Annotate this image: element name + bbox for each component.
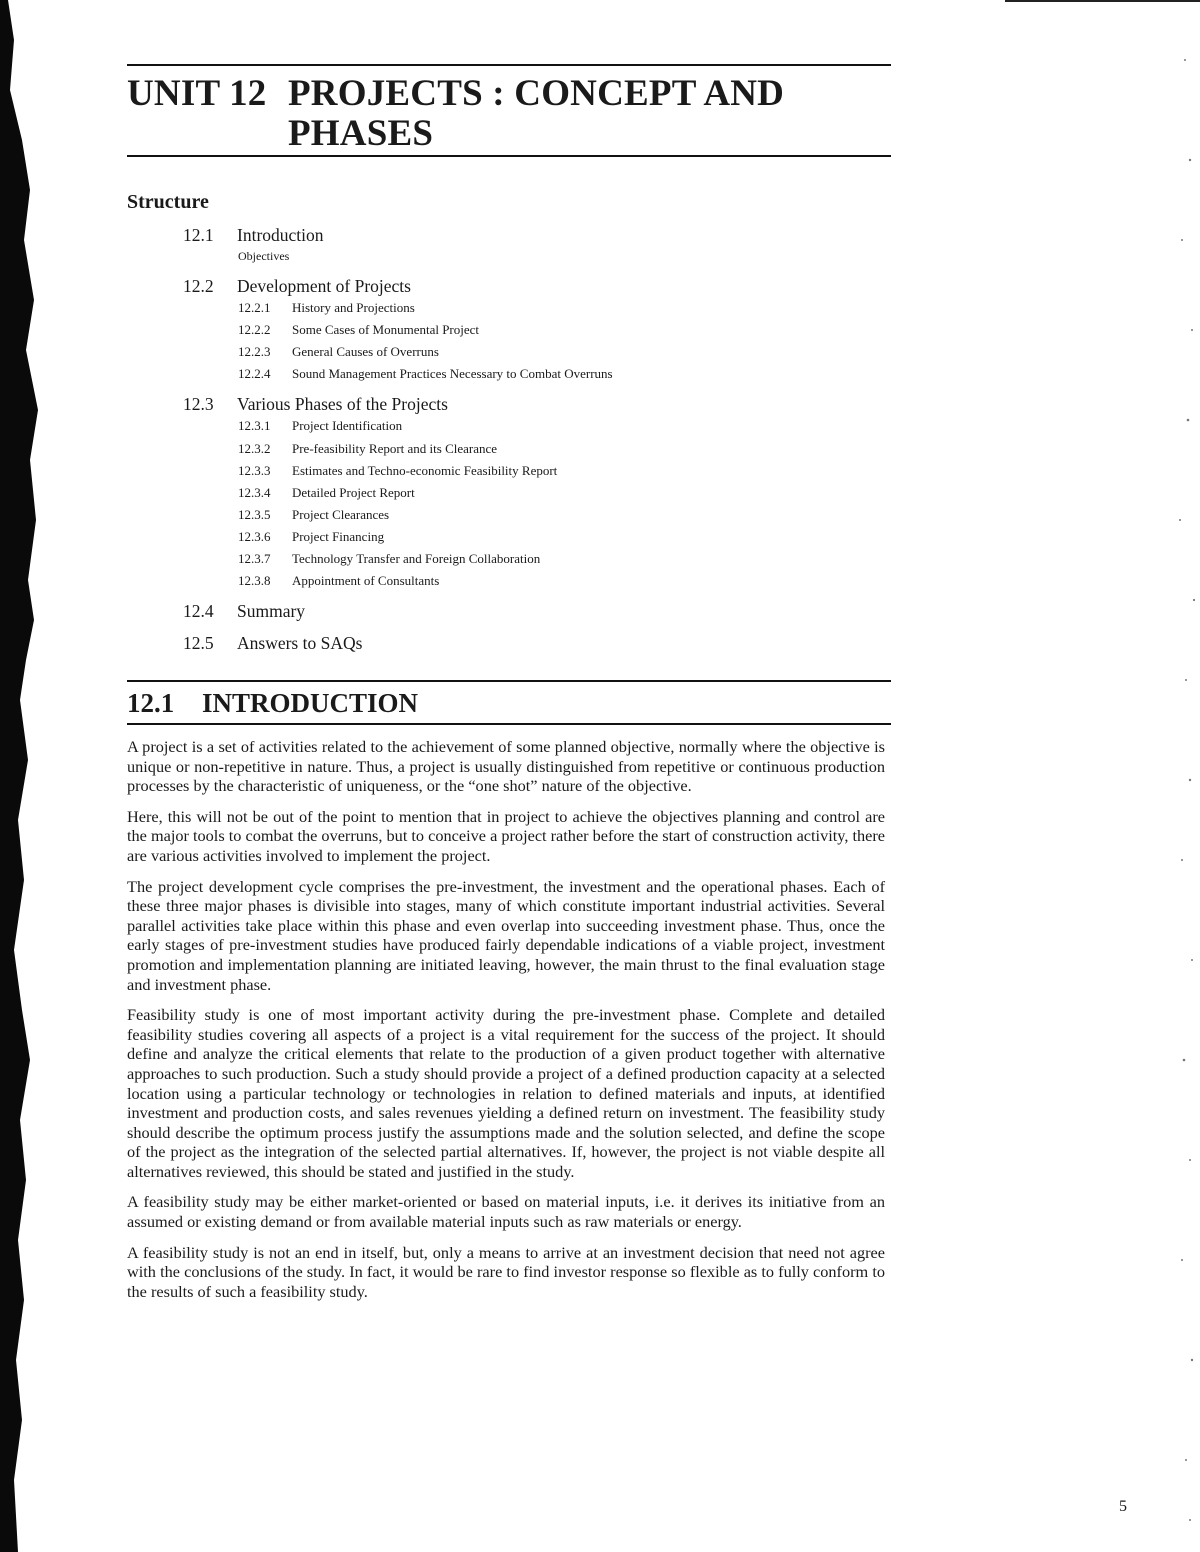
paragraph: A feasibility study may be either market-oriented or based on material inputs, i.e. it derives its initiative from an assumed or existing demand or from available material inputs such as raw materials or energy.: [127, 1192, 885, 1232]
toc-subitem-label: Project Financing: [292, 529, 385, 544]
scan-noise: [1170, 0, 1200, 1552]
section-title: INTRODUCTION: [202, 688, 419, 718]
toc-item-note: Objectives: [238, 249, 290, 263]
toc-subitem: [238, 441, 497, 457]
toc-item-label: Summary: [237, 601, 306, 621]
toc-subitem-number: 12.3.7: [238, 551, 271, 566]
toc-subitem: [238, 322, 479, 338]
toc-subitem-number: 12.2.2: [238, 322, 271, 337]
toc-subitem-label: Project Clearances: [292, 507, 390, 522]
toc-item: [183, 276, 411, 297]
toc-subitem: [238, 551, 540, 567]
paragraph: A feasibility study is not an end in itself, but, only a means to arrive at an investment decision that need not agree with the conclusions of the study. In fact, it would be rare to find investor response so flexible as to fully conform to the results of such a feasibility study.: [127, 1242, 885, 1301]
section-top-rule: [127, 680, 891, 682]
torn-page-edge: [0, 0, 40, 1552]
toc-subitem-label: Detailed Project Report: [292, 485, 415, 500]
toc-item-label: Introduction: [237, 225, 324, 245]
section-heading: [127, 688, 418, 719]
toc-subitem: [238, 418, 402, 434]
toc-item-label: Development of Projects: [237, 276, 411, 296]
toc-subitem-number: 12.2.3: [238, 344, 271, 359]
toc-subitem-number: 12.2.4: [238, 366, 271, 381]
toc-subitem-number: 12.2.1: [238, 300, 271, 315]
unit-number: UNIT 12: [127, 73, 267, 114]
toc-subitem-label: Technology Transfer and Foreign Collaboration: [292, 551, 541, 566]
toc-subitem-number: 12.3.3: [238, 463, 271, 478]
toc-item: [183, 394, 448, 415]
toc-item-number: 12.2: [183, 276, 214, 296]
toc-item-number: 12.3: [183, 394, 214, 414]
toc-item-number: 12.1: [183, 225, 214, 245]
toc-subitem: [238, 366, 613, 382]
toc-item: [183, 225, 324, 246]
toc-subitem-label: Pre-feasibility Report and its Clearance: [292, 441, 498, 456]
toc-subitem-number: 12.3.6: [238, 529, 271, 544]
toc-subitem: [238, 529, 384, 545]
toc-subitem: [238, 507, 389, 523]
toc-subitem-label: General Causes of Overruns: [292, 344, 439, 359]
toc-subitem-number: 12.3.4: [238, 485, 271, 500]
toc-subitem-label: Appointment of Consultants: [292, 573, 440, 588]
toc-item: [183, 633, 362, 654]
toc-subitem-label: Sound Management Practices Necessary to Combat Overruns: [292, 366, 613, 381]
toc-item-number: 12.5: [183, 633, 214, 653]
toc-subitem-label: History and Projections: [292, 300, 415, 315]
paragraph: Feasibility study is one of most important activity during the pre-investment phase. Complete and detailed feasibility studies covering all aspects of a project is a vital requirement for the success of the project. It should define and analyze the critical elements that relate to the production of a given product together with alternative approaches to such production. Such a study should provide a project of a defined production capacity at a selected location using a particular technology or technologies in relation to defined materials and inputs, at identified investment and production costs, and sales revenues yielding a defined return on investment. The feasibility study should describe the optimum process justify the assumptions made and the solution selected, and define the scope of the project as the integration of the selected partial alternatives. If, however, the project is not viable despite all alternatives reviewed, this should be stated and justified in the study.: [127, 1005, 885, 1181]
paragraph: Here, this will not be out of the point to mention that in project to achieve the objectives planning and control are the major tools to combat the overruns, but to conceive a project rather before the start of construction activity, there are various activities involved to implement the project.: [127, 806, 886, 865]
structure-heading: Structure: [127, 191, 209, 213]
section-bottom-rule: [127, 723, 891, 725]
toc-subitem: [238, 344, 439, 360]
paragraph: A project is a set of activities related to the achievement of some planned objective, normally where the objective is unique or non-repetitive in nature. Thus, a project is usually distinguished from repetitive or continuous production processes by the characteristic of uniqueness, or the “one shot” nature of the objective.: [127, 737, 885, 796]
toc-item-number: 12.4: [183, 601, 214, 621]
section-number: 12.1: [127, 688, 175, 718]
toc-subitem-number: 12.3.8: [238, 573, 271, 588]
toc-subitem-number: 12.3.1: [238, 418, 271, 433]
toc-subitem: [238, 300, 415, 316]
toc-subitem-number: 12.3.5: [238, 507, 271, 522]
unit-name: PROJECTS : CONCEPT AND PHASES: [288, 73, 785, 154]
title-top-rule: [127, 64, 891, 66]
toc-subitem: [238, 485, 415, 501]
page-number: 5: [1119, 1498, 1127, 1515]
toc-subitem-label: Some Cases of Monumental Project: [292, 322, 480, 337]
title-bottom-rule: [127, 155, 891, 157]
toc-subitem: [238, 573, 439, 589]
toc-subitem: [238, 463, 557, 479]
toc-subitem-number: 12.3.2: [238, 441, 271, 456]
toc-item: [183, 601, 305, 622]
toc-subitem-label: Estimates and Techno-economic Feasibility Report: [292, 463, 558, 478]
toc-item-label: Answers to SAQs: [237, 633, 363, 653]
paragraph: The project development cycle comprises the pre-investment, the investment and the operational phases. Each of these three major phases is divisible into stages, many of which constitute important industrial activities. Several parallel activities take place within this phase and even overlap into succeeding investment phase. Thus, once the early stages of pre-investment studies have produced fairly dependable indications of a viable project, investment promotion and implementation planning are initiated leaving, however, the main thrust to the final evaluation stage and investment phase.: [127, 876, 885, 994]
toc-subitem-label: Project Identification: [292, 418, 403, 433]
body-text: [127, 737, 885, 1312]
toc-item-label: Various Phases of the Projects: [237, 394, 448, 414]
